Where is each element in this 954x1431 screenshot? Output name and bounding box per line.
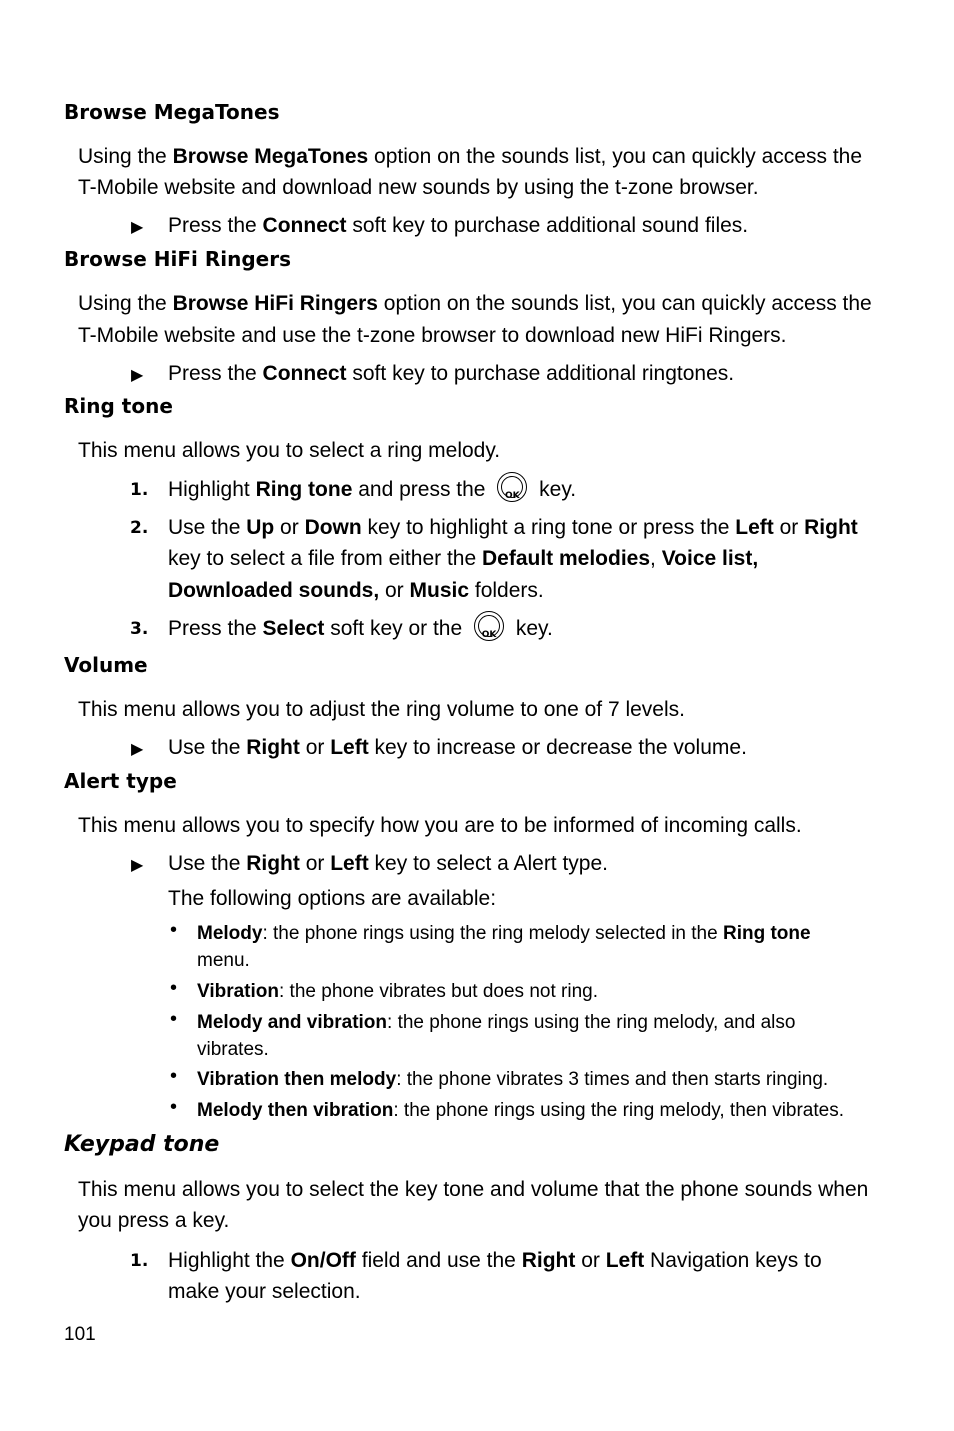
heading-keypad-tone: Keypad tone bbox=[64, 1132, 220, 1157]
alert-instruction: Use the Right or Left key to select a Alert type. bbox=[168, 852, 609, 875]
paragraph-megatones-line1: Using the Browse MegaTones option on the sounds list, you can quickly access the bbox=[78, 145, 863, 168]
keypad-step-1-line2: make your selection. bbox=[168, 1280, 361, 1303]
alert-following-text: The following options are available: bbox=[168, 887, 497, 910]
option-melody-then-vibration: Melody then vibration: the phone rings using the ring melody, then vibrates. bbox=[197, 1100, 844, 1121]
arrow-bullet-icon: ▶ bbox=[131, 857, 144, 874]
arrow-bullet-icon: ▶ bbox=[131, 741, 144, 758]
ringtone-step-3: Press the Select soft key or the OK key. bbox=[168, 613, 553, 644]
step-number: 2. bbox=[130, 518, 149, 538]
arrow-bullet-icon: ▶ bbox=[131, 219, 144, 236]
ringtone-step-2-line1: Use the Up or Down key to highlight a ring tone or press the Left or Right bbox=[168, 516, 858, 539]
bullet-dot: • bbox=[170, 1008, 178, 1030]
paragraph-alert: This menu allows you to specify how you are to be informed of incoming calls. bbox=[78, 814, 802, 837]
option-vibration: Vibration: the phone vibrates but does not ring. bbox=[197, 981, 598, 1002]
step-number: 1. bbox=[130, 480, 149, 500]
heading-browse-megatones: Browse MegaTones bbox=[64, 100, 280, 124]
option-melody-cont: menu. bbox=[197, 950, 250, 971]
ringtone-step-2-line2: key to select a file from either the Default melodies, Voice list, bbox=[168, 547, 759, 570]
ok-key-icon: OK bbox=[497, 472, 527, 502]
page-number: 101 bbox=[64, 1324, 96, 1345]
ringtone-step-2-line3: Downloaded sounds, or Music folders. bbox=[168, 579, 544, 602]
step-number: 1. bbox=[130, 1251, 149, 1271]
hifi-instruction: Press the Connect soft key to purchase additional ringtones. bbox=[168, 362, 735, 385]
megatones-instruction: Press the Connect soft key to purchase additional sound files. bbox=[168, 214, 749, 237]
bullet-dot: • bbox=[170, 977, 178, 999]
paragraph-hifi-line2: T-Mobile website and use the t-zone browser to download new HiFi Ringers. bbox=[78, 324, 787, 347]
paragraph-megatones-line2: T-Mobile website and download new sounds by using the t-zone browser. bbox=[78, 176, 759, 199]
option-melody-and-vibration-cont: vibrates. bbox=[197, 1039, 269, 1060]
ok-key-icon: OK bbox=[474, 611, 504, 641]
bullet-dot: • bbox=[170, 1065, 178, 1087]
heading-alert-type: Alert type bbox=[64, 769, 177, 793]
arrow-bullet-icon: ▶ bbox=[131, 367, 144, 384]
heading-ring-tone: Ring tone bbox=[64, 394, 173, 418]
paragraph-keypad-line1: This menu allows you to select the key tone and volume that the phone sounds when bbox=[78, 1178, 869, 1201]
bullet-dot: • bbox=[170, 919, 178, 941]
heading-volume: Volume bbox=[64, 653, 148, 677]
paragraph-ringtone: This menu allows you to select a ring melody. bbox=[78, 439, 501, 462]
bullet-dot: • bbox=[170, 1096, 178, 1118]
paragraph-hifi-line1: Using the Browse HiFi Ringers option on the sounds list, you can quickly access the bbox=[78, 292, 872, 315]
option-melody: Melody: the phone rings using the ring melody selected in the Ring tone bbox=[197, 923, 811, 944]
option-vibration-then-melody: Vibration then melody: the phone vibrates 3 times and then starts ringing. bbox=[197, 1069, 829, 1090]
keypad-step-1-line1: Highlight the On/Off field and use the Right or Left Navigation keys to bbox=[168, 1249, 822, 1272]
paragraph-volume: This menu allows you to adjust the ring volume to one of 7 levels. bbox=[78, 698, 685, 721]
volume-instruction: Use the Right or Left key to increase or decrease the volume. bbox=[168, 736, 747, 759]
step-number: 3. bbox=[130, 619, 149, 639]
heading-browse-hifi-ringers: Browse HiFi Ringers bbox=[64, 247, 291, 271]
paragraph-keypad-line2: you press a key. bbox=[78, 1209, 230, 1232]
option-melody-and-vibration: Melody and vibration: the phone rings using the ring melody, and also bbox=[197, 1012, 796, 1033]
ringtone-step-1: Highlight Ring tone and press the OK key. bbox=[168, 474, 576, 505]
